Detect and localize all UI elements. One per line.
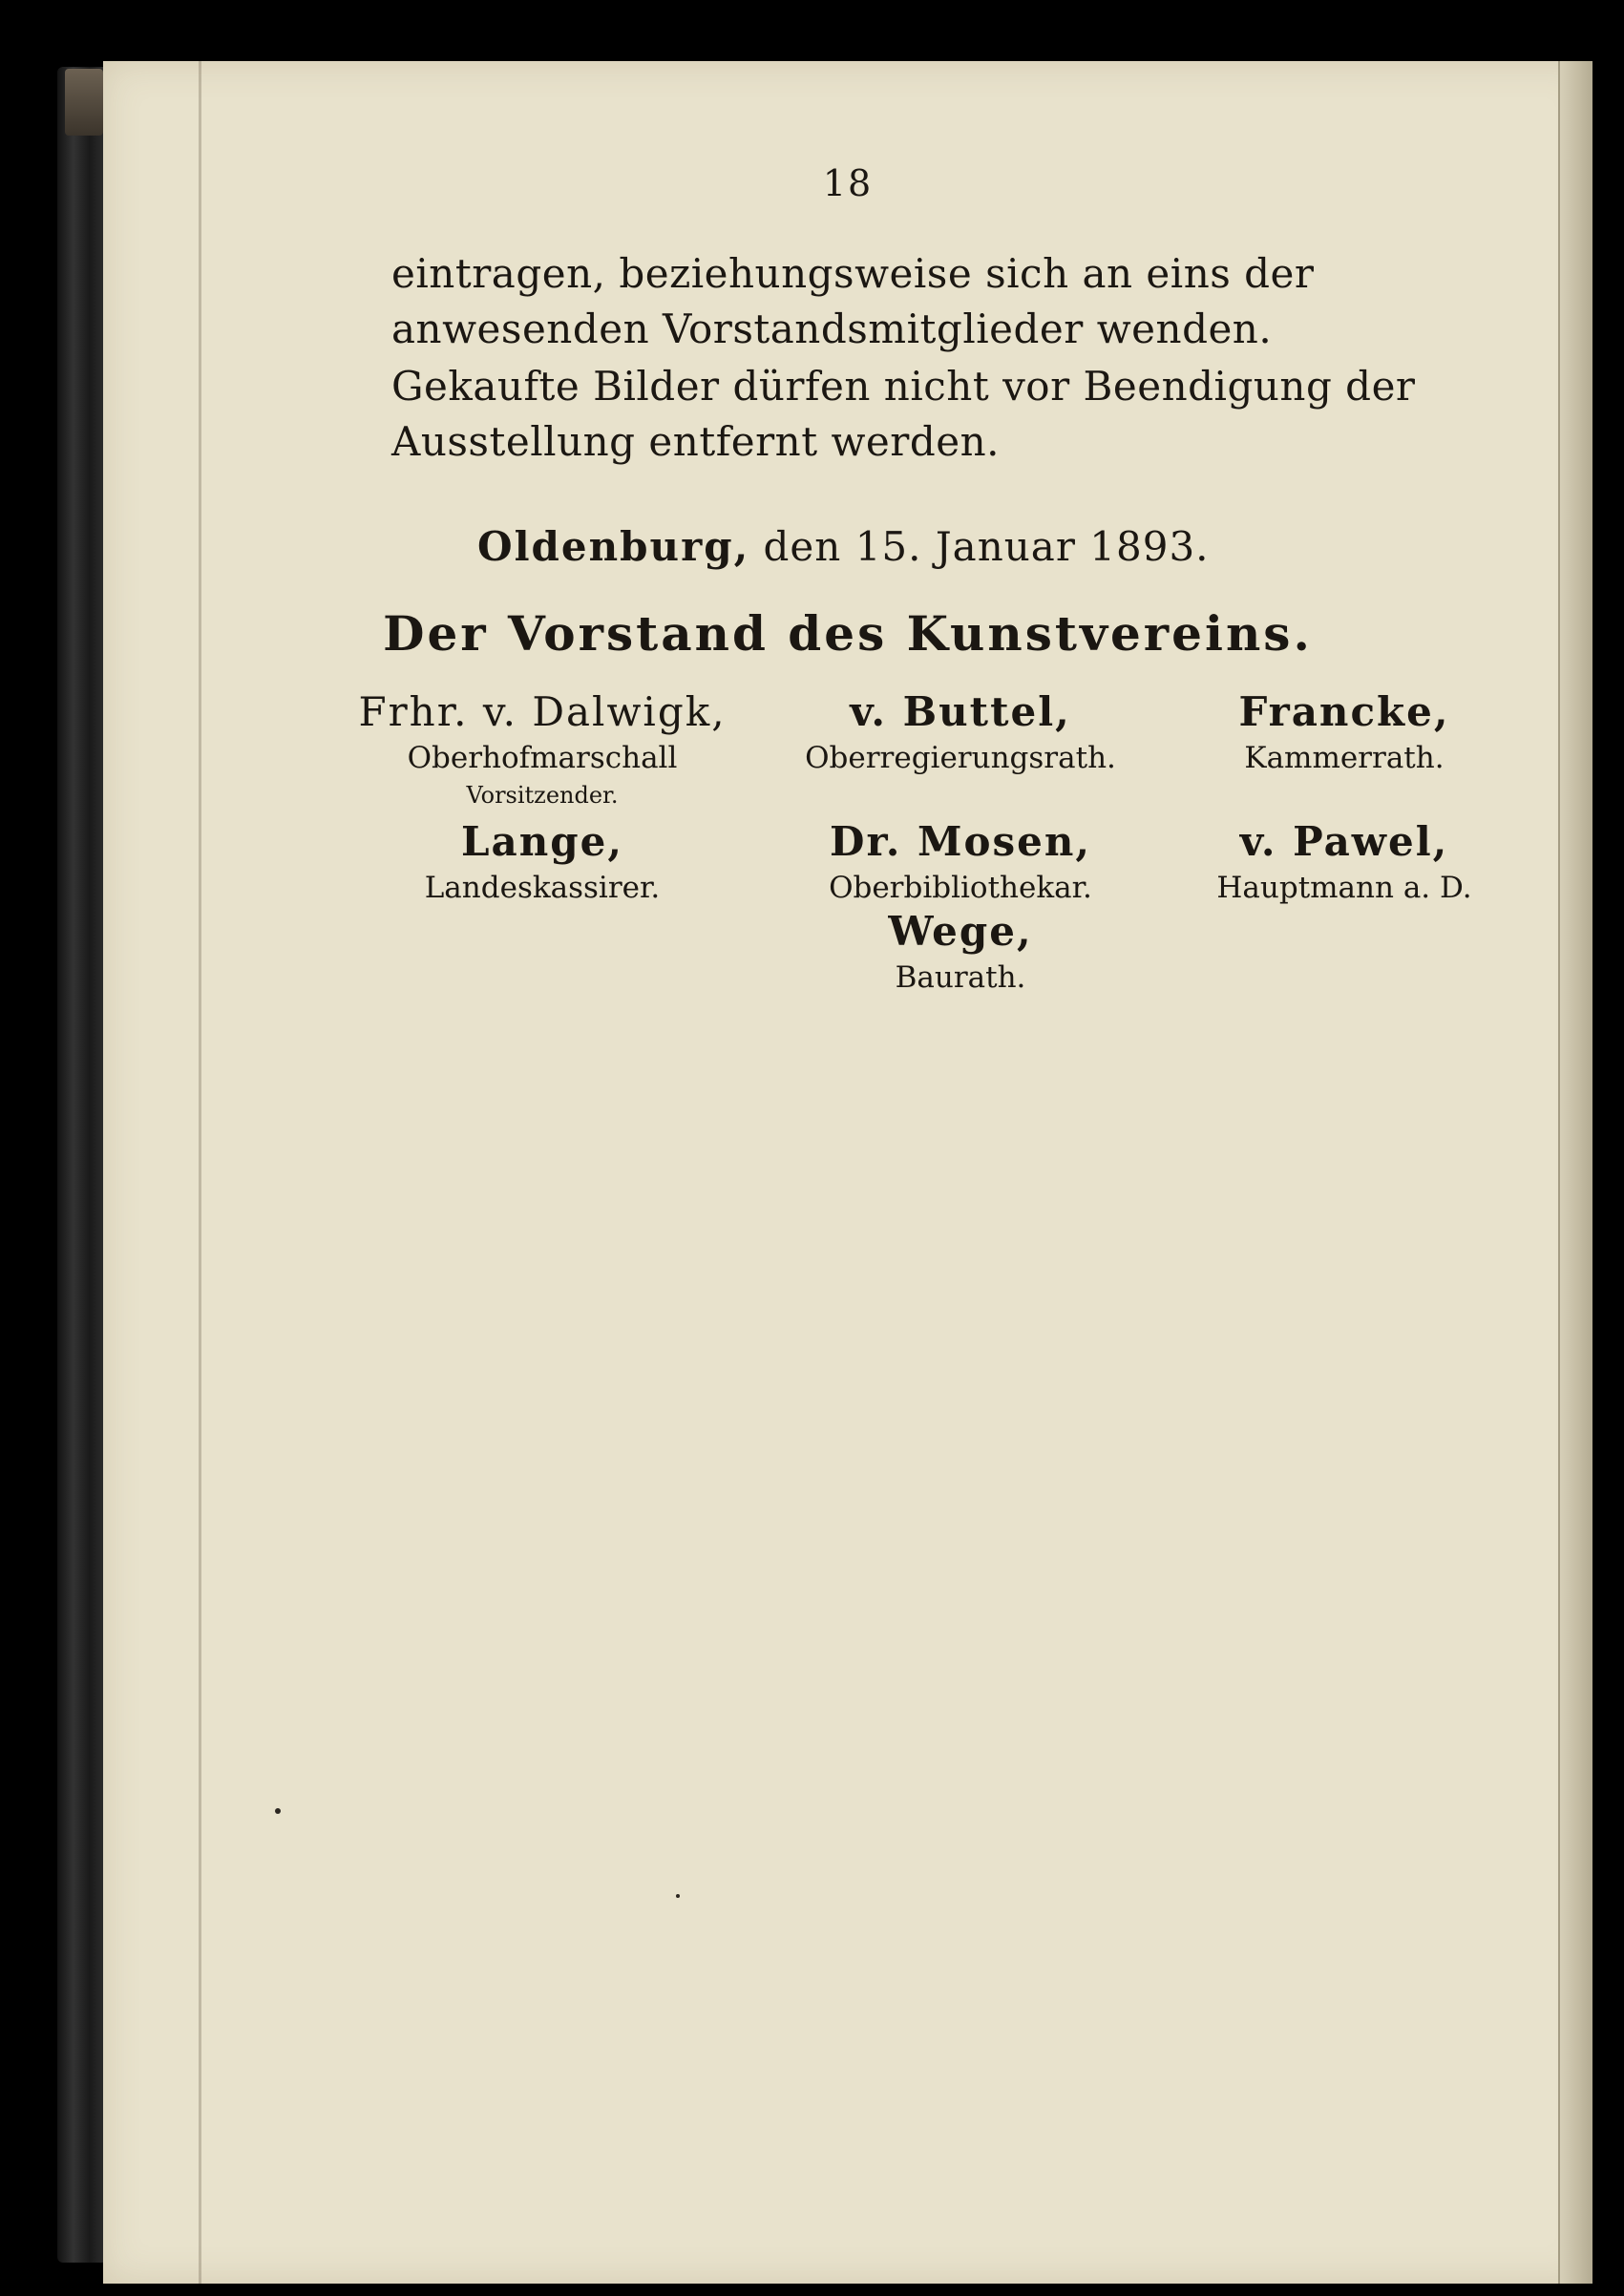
paragraph-purchased-pictures: Gekaufte Bilder dürfen nicht vor Beendigung der Ausstellung entfernt werden. <box>391 363 1416 465</box>
member-name: Lange, <box>461 818 623 865</box>
member-title: Landeskassirer. <box>424 871 661 905</box>
member-title: Baurath. <box>895 960 1026 995</box>
book-spine <box>57 67 103 2263</box>
paragraph-registration: eintragen, beziehungsweise sich an eins der anwesenden Vorstandsmitglieder wenden. <box>391 250 1315 352</box>
member-title: Kammerrath. <box>1244 741 1445 775</box>
page-number: 18 <box>822 162 874 204</box>
member-title: Oberhofmarschall <box>407 741 678 775</box>
member-name: v. Pawel, <box>1239 818 1449 865</box>
spine-headband <box>65 69 103 136</box>
paper-speck <box>676 1894 680 1898</box>
page-edge <box>1558 61 1592 2284</box>
member-name: Dr. Mosen, <box>830 818 1091 865</box>
board-member <box>342 817 743 909</box>
member-title: Oberbibliothekar. <box>829 871 1092 905</box>
book-page <box>103 61 1592 2284</box>
board-member <box>1144 817 1545 909</box>
member-name: Francke, <box>1238 688 1450 735</box>
page-fold-line <box>199 61 201 2284</box>
member-role: Vorsitzender. <box>466 782 619 809</box>
board-member <box>760 907 1161 999</box>
member-name: Frhr. v. Dalwigk, <box>358 688 727 735</box>
board-member <box>760 817 1161 909</box>
member-name: v. Buttel, <box>850 688 1071 735</box>
member-name: Wege, <box>888 908 1033 955</box>
board-member <box>342 687 743 811</box>
dateline-date: den 15. Januar 1893. <box>763 523 1210 570</box>
member-title: Hauptmann a. D. <box>1216 871 1472 905</box>
board-member <box>1144 687 1545 779</box>
dateline <box>477 523 1210 570</box>
paper-speck <box>275 1808 281 1814</box>
board-member <box>760 687 1161 779</box>
member-title: Oberregierungsrath. <box>805 741 1116 775</box>
board-heading: Der Vorstand des Kunstvereins. <box>383 605 1313 662</box>
dateline-city: Oldenburg, <box>477 523 750 570</box>
